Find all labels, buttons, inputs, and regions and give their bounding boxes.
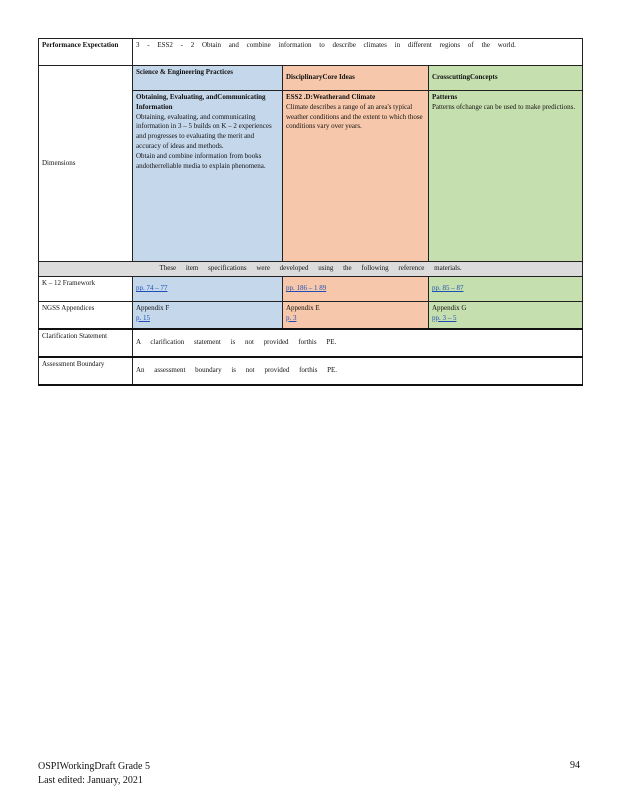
footer [38, 760, 150, 787]
reference-note: These item specifications were developed using the following reference materials. [39, 262, 583, 277]
item-specification-table [38, 38, 583, 386]
k12-framework-row [39, 277, 583, 302]
ngss-sep-link[interactable]: p. 15 [136, 313, 150, 322]
ccc-bullet: Patterns ofchange can be used to make predictions. [432, 102, 576, 111]
assessment-boundary-label: Assessment Boundary [39, 357, 133, 385]
k12-framework-label: K – 12 Framework [39, 277, 133, 302]
dci-title: ESS2 .D:Weatherand Climate [286, 93, 376, 101]
sep-body: Obtaining, evaluating, and communicating information in 3 – 5 builds on K – 2 experiences and progresses to evaluating the merit and accuracy of ideas and methods. [136, 112, 272, 150]
assessment-boundary-text: An assessment boundary is not provided forthis PE. [133, 357, 583, 385]
dci-bullet: Climate describes a range of an area's typical weather conditions and the extent to which those conditions vary over years. [286, 102, 423, 131]
ngss-dci-cell [283, 302, 429, 330]
ccc-title: Patterns [432, 93, 458, 101]
performance-expectation-text: 3 - ESS2 - 2 Obtain and combine information to describe climates in different regions of the world. [133, 39, 583, 66]
ccc-cell [429, 91, 583, 262]
k12-dci-cell [283, 277, 429, 302]
clarification-label: Clarification Statement [39, 329, 133, 357]
ngss-appendices-label: NGSS Appendices [39, 302, 133, 330]
sep-title: Obtaining, Evaluating, andCommunicating Information [136, 93, 266, 111]
performance-expectation-row [39, 39, 583, 66]
ngss-dci-title: Appendix E [286, 304, 320, 312]
ngss-ccc-cell [429, 302, 583, 330]
page-number: 94 [570, 760, 580, 771]
k12-dci-link[interactable]: pp. 186 – 1 89 [286, 284, 327, 293]
k12-ccc-link[interactable]: pp. 85 – 87 [432, 284, 464, 293]
sep-header: Science & Engineering Practices [133, 66, 283, 91]
ngss-sep-title: Appendix F [136, 304, 170, 312]
footer-title: OSPIWorkingDraft Grade 5 [38, 761, 150, 772]
sep-cell [133, 91, 283, 262]
performance-expectation-label: Performance Expectation [39, 39, 133, 66]
k12-ccc-cell [429, 277, 583, 302]
sep-bullet: Obtain and combine information from books andotherreliable media to explain phenomena. [136, 151, 266, 170]
clarification-text: A clarification statement is not provided forthis PE. [133, 329, 583, 357]
dci-cell [283, 91, 429, 262]
k12-sep-link[interactable]: pp. 74 – 77 [136, 284, 168, 293]
ccc-header: CrosscuttingConcepts [429, 66, 583, 91]
assessment-boundary-row [39, 357, 583, 385]
footer-last-edited: Last edited: January, 2021 [38, 774, 143, 786]
dimensions-label: Dimensions [39, 66, 133, 262]
ngss-dci-link[interactable]: p. 3 [286, 313, 297, 322]
dimensions-header-row [39, 66, 583, 91]
ngss-sep-cell [133, 302, 283, 330]
ngss-appendices-row [39, 302, 583, 330]
reference-note-row [39, 262, 583, 277]
ngss-ccc-link[interactable]: pp. 3 – 5 [432, 313, 457, 322]
clarification-row [39, 329, 583, 357]
ngss-ccc-title: Appendix G [432, 304, 467, 312]
dci-header: DisciplinaryCore Ideas [283, 66, 429, 91]
k12-sep-cell [133, 277, 283, 302]
